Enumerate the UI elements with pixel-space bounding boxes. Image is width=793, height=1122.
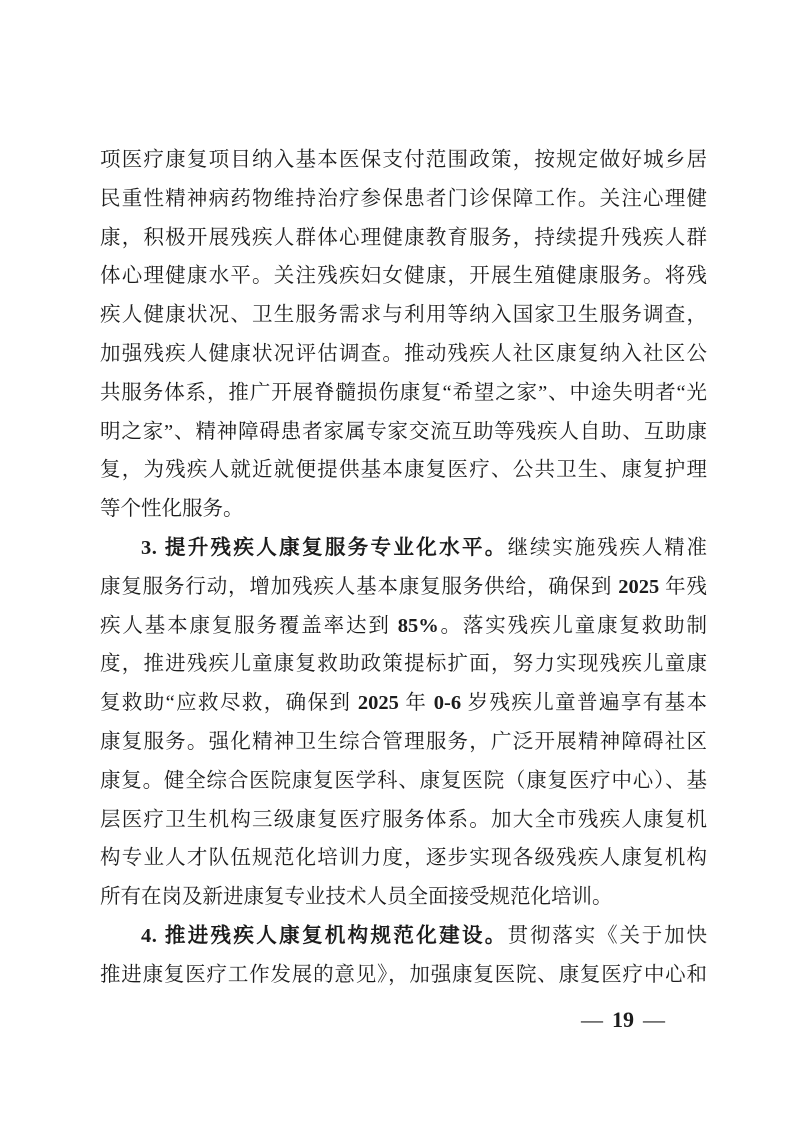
text-line [100, 257, 707, 296]
body-text: 所有在岗及新进康复专业技术人员全面接受规范化培训。 [100, 886, 613, 909]
body-text: 体心理健康水平。关注残疾妇女健康，开展生殖健康服务。将残 [100, 265, 707, 288]
body-text: 复救助“应救尽救，确保到 [100, 692, 358, 715]
body-text: 等个性化服务。 [100, 498, 244, 521]
text-line [100, 296, 707, 335]
text-line [100, 335, 707, 374]
body-text: 疾人基本康复服务覆盖率达到 [100, 614, 398, 637]
body-text: 共服务体系，推广开展脊髓损伤康复“希望之家”、中途失明者“光 [100, 381, 707, 404]
body-text: 疾人健康状况、卫生服务需求与利用等纳入国家卫生服务调查， [100, 304, 707, 327]
text-line [100, 413, 707, 452]
document-body [100, 141, 707, 995]
text-line [100, 684, 707, 723]
body-text: 岁残疾儿童普遍享有基本 [461, 692, 708, 715]
text-line [100, 607, 707, 646]
body-text: 康复。健全综合医院康复医学科、康复医院（康复医疗中心）、基 [100, 769, 707, 792]
body-text: 康复服务行动，增加残疾人基本康复服务供给，确保到 [100, 575, 619, 598]
body-text: 复，为残疾人就近就便提供基本康复医疗、公共卫生、康复护理 [100, 459, 707, 482]
body-text: 年 [398, 692, 434, 715]
body-text: 。落实残疾儿童康复救助制 [438, 614, 708, 637]
body-text: 加强残疾人健康状况评估调查。推动残疾人社区康复纳入社区公 [100, 342, 707, 365]
page-number-value: 19 [612, 1007, 634, 1032]
text-line [100, 801, 707, 840]
text-line [100, 374, 707, 413]
text-line [100, 723, 707, 762]
text-line [100, 645, 707, 684]
numeric-value: 2025 [618, 575, 660, 598]
body-text: 明之家”、精神障碍患者家属专家交流互助等残疾人自助、互助康 [100, 420, 707, 443]
text-line [100, 917, 707, 956]
text-line [100, 878, 707, 917]
page-number-left-dash: — [581, 1007, 603, 1032]
text-line [100, 762, 707, 801]
body-text: 推进康复医疗工作发展的意见》，加强康复医院、康复医疗中心和 [100, 963, 707, 986]
body-text: 贯彻落实《关于加快 [507, 924, 708, 947]
text-line [100, 490, 707, 529]
body-text: 康复服务。强化精神卫生综合管理服务，广泛开展精神障碍社区 [100, 730, 707, 753]
body-text: 构专业人才队伍规范化培训力度，逐步实现各级残疾人康复机构 [100, 847, 707, 870]
text-line [100, 839, 707, 878]
body-text: 民重性精神病药物维持治疗参保患者门诊保障工作。关注心理健 [100, 187, 707, 210]
numeric-value: 2025 [357, 692, 399, 715]
numeric-value: 85% [397, 614, 439, 637]
body-text: 康，积极开展残疾人群体心理健康教育服务，持续提升残疾人群 [100, 226, 707, 249]
page-number [100, 1006, 707, 1034]
text-line [100, 529, 707, 568]
numeric-value: 0-6 [433, 692, 462, 715]
text-line [100, 141, 707, 180]
text-line [100, 180, 707, 219]
text-line [100, 956, 707, 995]
body-text: 层医疗卫生机构三级康复医疗服务体系。加大全市残疾人康复机 [100, 808, 707, 831]
body-text: 继续实施残疾人精准 [507, 536, 708, 559]
body-text: 度，推进残疾儿童康复救助政策提标扩面，努力实现残疾儿童康 [100, 653, 707, 676]
page-number-right-dash: — [643, 1007, 665, 1032]
body-text: 项医疗康复项目纳入基本医保支付范围政策，按规定做好城乡居 [100, 149, 707, 171]
text-line [100, 451, 707, 490]
section-heading-text: 3. 提升残疾人康复服务专业化水平。 [141, 536, 508, 559]
text-line [100, 219, 707, 258]
section-heading-text: 4. 推进残疾人康复机构规范化建设。 [141, 924, 508, 947]
body-text: 年残 [659, 575, 708, 598]
text-line [100, 568, 707, 607]
